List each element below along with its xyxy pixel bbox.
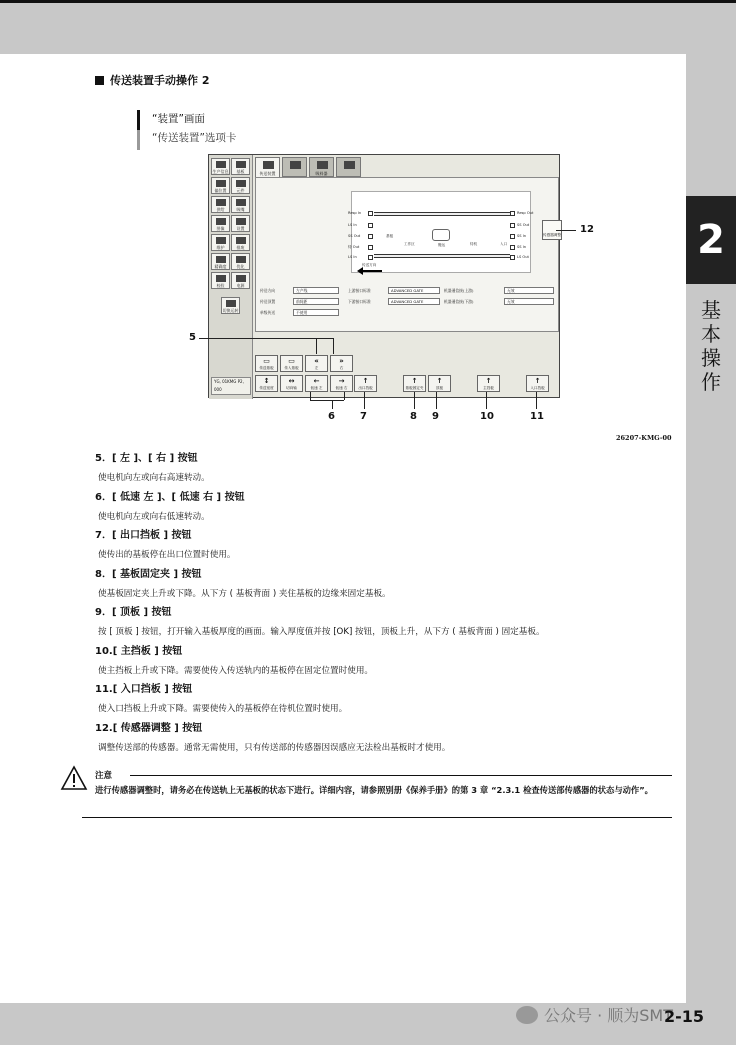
- chapter-number-tab: 2: [686, 196, 736, 284]
- sensor-label: LS In: [348, 223, 357, 227]
- tab-feeder[interactable]: 吸料器: [309, 157, 334, 177]
- figure-id: 26207-KMG-00: [616, 434, 672, 442]
- list-item: 10.[ 主挡板 ] 按钮 使主挡板上升或下降。需要使传入传送轨内的基板停在固定位置时使用。: [95, 645, 374, 676]
- side-button[interactable]: 元件: [231, 177, 250, 194]
- sensor-label: Resp Out: [517, 211, 534, 215]
- load-board-button[interactable]: ▭ 传入基板: [280, 355, 303, 372]
- downstream-interface-value[interactable]: ADVANCED GATE: [388, 298, 440, 305]
- side-button[interactable]: 维护: [211, 234, 230, 251]
- square-bullet-icon: [95, 76, 104, 85]
- page-number: 2-15: [664, 1007, 705, 1026]
- side-button[interactable]: 偏位置: [211, 177, 230, 194]
- caution-box: [60, 765, 672, 819]
- callout-12: 12: [580, 224, 594, 235]
- callout-11: 11: [530, 411, 544, 422]
- sensor-label: SS Out: [517, 223, 530, 227]
- warning-icon: [60, 765, 88, 791]
- screen-label: [137, 110, 236, 150]
- sensor-label: SS In: [517, 245, 527, 249]
- nozzle-icon: [344, 161, 355, 169]
- side-button[interactable]: 电源: [231, 272, 250, 289]
- conveyor-diagram: [348, 191, 534, 273]
- side-button[interactable]: 校验: [211, 272, 230, 289]
- area-label: 基板: [386, 234, 394, 238]
- area-label: 入口: [500, 242, 508, 246]
- rail-upper: [374, 212, 510, 216]
- conveyor-panel: Resp In LS In SS Out 待 Out LS In Resp Out SS Out SS In SS In LS Out 基板 工作区 搬运 待机 入口 传送方向 传感器调整 传送方向 左产线 传送顶置 前间距 单级传送 不使用 上游接口标准 ADVANCED GATE 下游接口标准 ADVANCED GATE 机器通信接(上游) 无效 机器通信接(下游) 无效: [255, 177, 559, 332]
- sensor-label: SS Out: [348, 234, 361, 238]
- tangent-axis-button[interactable]: ↔ 切向轴: [280, 375, 303, 392]
- area-label: 待机: [470, 242, 478, 246]
- sensor-label: Resp In: [348, 211, 362, 215]
- sensor-label: 待 Out: [348, 245, 360, 249]
- callout-8: 8: [410, 411, 417, 422]
- backup-plate-button[interactable]: ↑ 顶板: [428, 375, 451, 392]
- rail-lower: [374, 254, 510, 258]
- side-button[interactable]: 基板: [231, 158, 250, 175]
- callout-6: 6: [328, 411, 335, 422]
- version-readout: YG, 01KMG P2, 000: [211, 377, 251, 395]
- top-band: [0, 0, 736, 54]
- main-stopper-button[interactable]: ↑ 主挡板: [477, 375, 500, 392]
- list-item: 11.[ 入口挡板 ] 按钮 使入口挡板上升或下降。需要使传入的基板停在待机位置时使用。: [95, 684, 348, 714]
- side-button[interactable]: 精确度: [211, 253, 230, 270]
- feeder-icon: [317, 161, 328, 169]
- caution-text: 进行传感器调整时，请务必在传送轨上无基板的状态下进行。详细内容，请参照别册《保养手册》的第 3 章 “2.3.1 检查传送部传感器的状态与动作”。: [95, 785, 653, 795]
- tab-nozzle[interactable]: [336, 157, 361, 177]
- right-fast-button[interactable]: » 右: [330, 355, 353, 372]
- side-button[interactable]: 生产信息: [211, 158, 230, 175]
- area-label: 搬运: [438, 243, 446, 247]
- list-item: 9．[ 顶板 ] 按钮 按 [ 顶板 ] 按钮，打开输入基板厚度的画面。输入厚度值并按 [OK] 按钮，顶板上升，从下方 ( 基板背面 ) 固定基板。: [95, 607, 545, 637]
- chapter-title: 基 本 操 作: [701, 298, 721, 394]
- tab-waveform[interactable]: [282, 157, 307, 177]
- caution-label: 注意: [95, 771, 113, 781]
- watermark: 公众号 · 顺为SMT: [516, 1003, 673, 1029]
- left-slow-button[interactable]: ← 低速 左: [305, 375, 328, 392]
- left-fast-button[interactable]: « 左: [305, 355, 328, 372]
- screen-name: “装置”画面: [152, 113, 205, 125]
- transfer-direction-value[interactable]: 左产线: [293, 287, 339, 294]
- transfer-board-button[interactable]: ▭ 传送基板: [255, 355, 278, 372]
- sensor-adjust-button[interactable]: 传感器调整: [542, 220, 562, 240]
- list-item: 7．[ 出口挡板 ] 按钮 使传出的基板停在出口位置时使用。: [95, 530, 236, 560]
- tab-name: “传送装置”选项卡: [152, 132, 237, 144]
- board-clamp-button[interactable]: ↑ 基板固定夹: [403, 375, 426, 392]
- upstream-interface-value[interactable]: ADVANCED GATE: [388, 287, 440, 294]
- sensor-label: SS In: [517, 234, 527, 238]
- arrow-left-icon: [362, 270, 382, 272]
- callout-9: 9: [432, 411, 439, 422]
- side-button[interactable]: 排废: [231, 234, 250, 251]
- callout-10: 10: [480, 411, 494, 422]
- machine-stop-button[interactable]: 切换运转: [221, 297, 240, 314]
- side-button[interactable]: 设置: [231, 215, 250, 232]
- device-screen-figure: [208, 154, 560, 398]
- tab-conveyor[interactable]: 传送装置: [255, 157, 280, 179]
- side-menu: [209, 155, 253, 399]
- button-descriptions: [95, 452, 675, 760]
- list-item: 6．[ 低速 左 ]、[ 低速 右 ] 按钮 使电机向左或向右低速转动。: [95, 491, 245, 522]
- right-slow-button[interactable]: → 低速 右: [330, 375, 353, 392]
- side-button[interactable]: 吸嘴: [231, 196, 250, 213]
- list-item: 5．[ 左 ]、[ 右 ] 按钮 使电机向左或向右高速转动。: [95, 453, 210, 483]
- board-outline: [432, 229, 450, 241]
- section-heading: 传送装置手动操作 2: [95, 72, 209, 88]
- side-button[interactable]: 图像: [211, 215, 230, 232]
- conveyor-width-button[interactable]: ↕ 传送宽度: [255, 375, 278, 392]
- side-button[interactable]: 供给: [211, 196, 230, 213]
- callout-7: 7: [360, 411, 367, 422]
- side-button[interactable]: 优化: [231, 253, 250, 270]
- exit-stopper-button[interactable]: ↑ 出口挡板: [354, 375, 377, 392]
- wechat-icon: [516, 1006, 538, 1024]
- sensor-label: LS In: [348, 255, 357, 259]
- callout-5: 5: [189, 332, 196, 343]
- transfer-fix-value[interactable]: 前间距: [293, 298, 339, 305]
- upstream-comm-value[interactable]: 无效: [504, 287, 554, 294]
- conveyor-icon: [263, 161, 274, 169]
- list-item: 12.[ 传感器调整 ] 按钮 调整传送部的传感器。通常无需使用，只有传送部的传感器因误感应无法检出基板时才使用。: [95, 722, 451, 753]
- downstream-comm-value[interactable]: 无效: [504, 298, 554, 305]
- list-item: 8．[ 基板固定夹 ] 按钮 使基板固定夹上升或下降。从下方 ( 基板背面 ) 夹住基板的边缘来固定基板。: [95, 568, 391, 599]
- direction-label: 传送方向: [362, 263, 377, 267]
- area-label: 工作区: [404, 242, 415, 246]
- waveform-icon: [290, 161, 301, 169]
- single-transfer-value[interactable]: 不使用: [293, 309, 339, 316]
- entrance-stopper-button[interactable]: ↑ 入口挡板: [526, 375, 549, 392]
- sensor-label: LS Out: [517, 255, 529, 259]
